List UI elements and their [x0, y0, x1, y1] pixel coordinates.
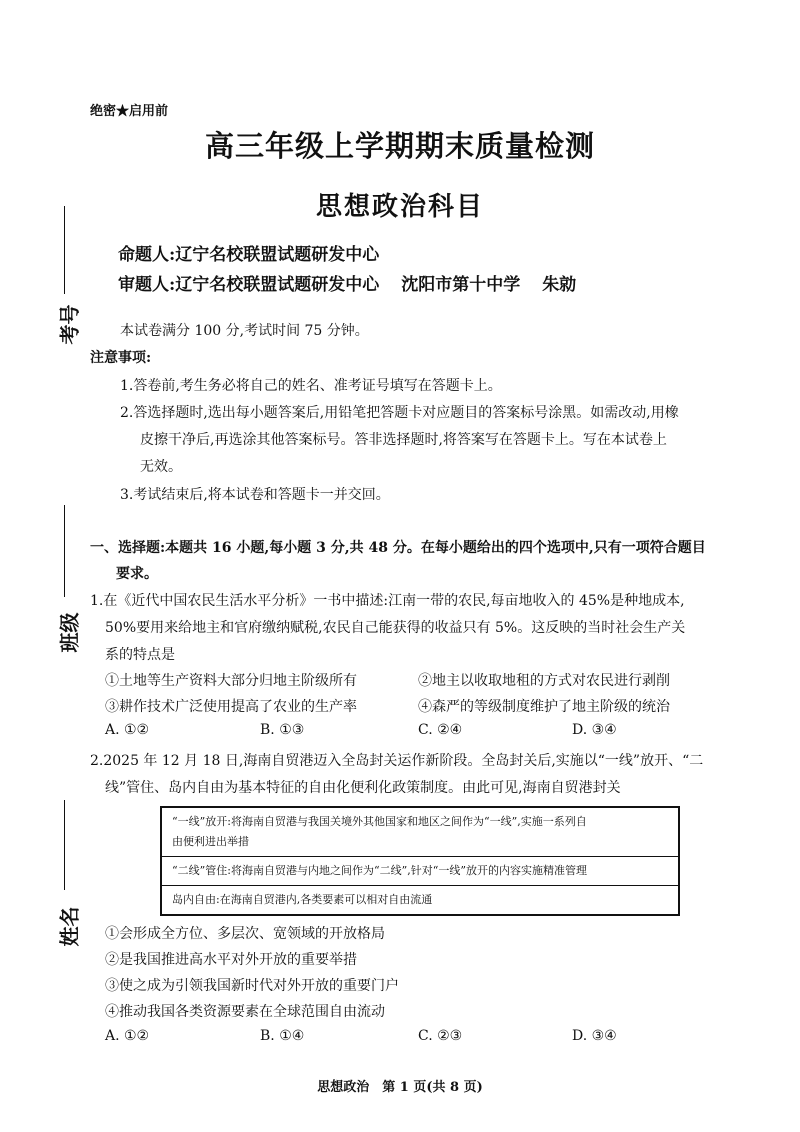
class-line: [64, 505, 65, 597]
policy-row-line1-b: 由便利进出举措: [172, 835, 249, 848]
name-line: [64, 800, 65, 890]
policy-row-island: 岛内自由:在海南自贸港内,各类要素可以相对自由流通: [172, 893, 433, 906]
q1-choice-a: A. ①②: [105, 722, 150, 738]
notice-2c: 无效。: [140, 459, 182, 475]
class-label: 班级: [57, 612, 82, 653]
q2-choice-b: B. ①④: [260, 1028, 305, 1044]
reviewer-line: [118, 270, 576, 295]
name-label: 姓名: [57, 906, 82, 947]
q2-choice-a: A. ①②: [105, 1028, 150, 1044]
reviewer-name: 朱勍: [542, 275, 577, 295]
q1-option-3: ③耕作技术广泛使用提高了农业的生产率: [105, 699, 357, 715]
page-footer: 思想政治 第 1 页(共 8 页): [317, 1080, 483, 1095]
policy-row-line1: [162, 808, 678, 857]
notice-2b: 皮擦干净后,再选涂其他答案标号。答非选择题时,将答案写在答题卡上。写在本试卷上: [140, 432, 667, 448]
q1-stem-2: 50%要用来给地主和官府缴纳赋税,农民自己能获得的收益只有 5%。这反映的当时社会生产关: [105, 620, 686, 636]
q2-choice-d: D. ③④: [572, 1028, 617, 1044]
exam-title: 高三年级上学期期末质量检测: [204, 129, 595, 163]
score-time: 本试卷满分 100 分,考试时间 75 分钟。: [120, 323, 369, 339]
notice-3: 3.考试结束后,将本试卷和答题卡一并交回。: [120, 487, 390, 503]
q1-stem-3: 系的特点是: [105, 647, 175, 663]
notice-1: 1.答卷前,考生务必将自己的姓名、准考证号填写在答题卡上。: [120, 378, 502, 394]
author-line: 命题人:辽宁名校联盟试题研发中心: [118, 245, 380, 265]
policy-table: [160, 806, 680, 916]
reviewer-org: 审题人:辽宁名校联盟试题研发中心: [118, 275, 380, 295]
q2-option-2: ②是我国推进高水平对外开放的重要举措: [105, 952, 357, 968]
q1-option-4: ④森严的等级制度维护了地主阶级的统治: [418, 699, 670, 715]
q1-stem-1: 1.在《近代中国农民生活水平分析》一书中描述:江南一带的农民,每亩地收入的 45%是种地成本,: [90, 593, 685, 609]
q2-stem-2: 线”管住、岛内自由为基本特征的自由化便利化政策制度。由此可见,海南自贸港封关: [105, 780, 621, 796]
notice-2a: 2.答选择题时,选出每小题答案后,用铅笔把答题卡对应题目的答案标号涂黑。如需改动,用橡: [120, 405, 679, 421]
q2-choice-c: C. ②③: [418, 1028, 463, 1044]
q1-choice-b: B. ①③: [260, 722, 305, 738]
policy-row-line2: “二线”管住:将海南自贸港与内地之间作为“二线”,针对“一线”放开的内容实施精准管理: [162, 857, 678, 886]
q2-option-1: ①会形成全方位、多层次、宽领域的开放格局: [105, 926, 385, 942]
secret-mark: 绝密★启用前: [90, 104, 169, 119]
exam-no-label: 考号: [57, 304, 82, 345]
q1-choice-c: C. ②④: [418, 722, 463, 738]
q1-choice-d: D. ③④: [572, 722, 617, 738]
q2-option-3: ③使之成为引领我国新时代对外开放的重要门户: [105, 978, 399, 994]
subject-title: 思想政治科目: [315, 192, 484, 222]
section-heading-a: 一、选择题:本题共 16 小题,每小题 3 分,共 48 分。在每小题给出的四个选项中,只有一项符合题目: [90, 540, 706, 556]
q1-option-1: ①土地等生产资料大部分归地主阶级所有: [105, 673, 357, 689]
policy-row-line1-a: “一线”放开:将海南自贸港与我国关境外其他国家和地区之间作为“一线”,实施一系列自: [172, 815, 587, 828]
q2-option-4: ④推动我国各类资源要素在全球范围自由流动: [105, 1004, 385, 1020]
q1-option-2: ②地主以收取地租的方式对农民进行剥削: [418, 673, 670, 689]
q2-stem-1: 2.2025 年 12 月 18 日,海南自贸港迈入全岛封关运作新阶段。全岛封关后,实施以“一线”放开、“二: [90, 753, 704, 769]
notice-title: 注意事项:: [90, 350, 152, 366]
reviewer-school: 沈阳市第十中学: [401, 275, 521, 295]
section-heading-b: 要求。: [116, 566, 158, 582]
